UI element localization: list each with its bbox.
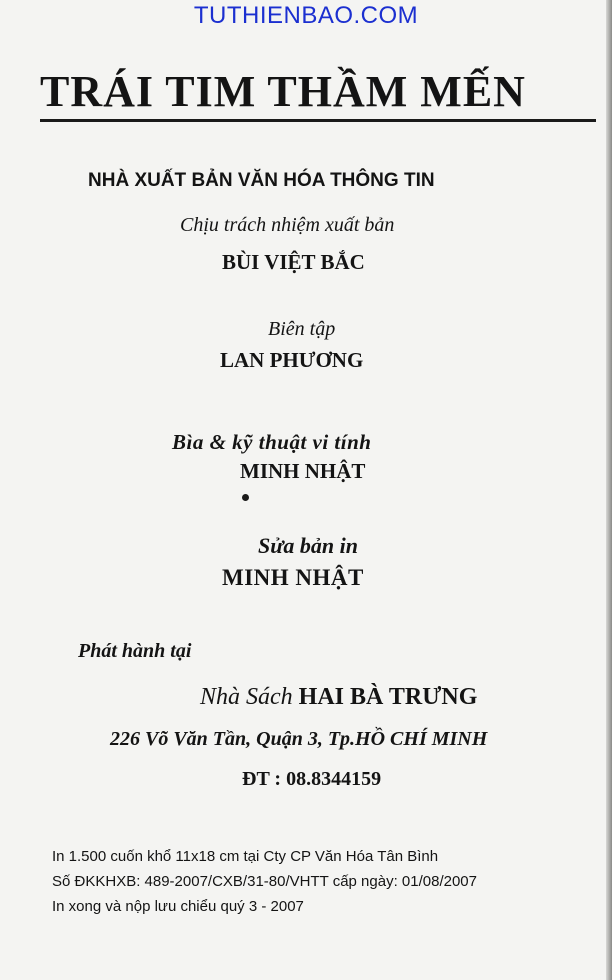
editor-label: Biên tập [268,318,336,340]
store-line [200,684,477,711]
responsible-label: Chịu trách nhiệm xuất bản [180,214,395,236]
distribution-label: Phát hành tại [78,640,192,662]
proof-name: MINH NHẬT [222,565,364,590]
book-title: TRÁI TIM THẦM MẾN [40,67,526,116]
store-name: HAI BÀ TRƯNG [298,684,478,710]
registration-line: Số ĐKKHXB: 489-2007/CXB/31-80/VHTT cấp ngày: 01/08/2007 [52,873,477,890]
print-run-line: In 1.500 cuốn khổ 11x18 cm tại Cty CP Văn Hóa Tân Bình [52,848,439,865]
page-edge-shadow [606,0,612,980]
proof-label: Sửa bản in [258,533,358,558]
store-address: 226 Võ Văn Tần, Quận 3, Tp.HỒ CHÍ MINH [110,728,488,750]
deposit-line: In xong và nộp lưu chiểu quý 3 - 2007 [52,898,304,915]
editor-name: LAN PHƯƠNG [220,348,364,372]
cover-label: Bìa & kỹ thuật vi tính [172,430,372,454]
store-phone: ĐT : 08.8344159 [242,768,382,790]
responsible-name: BÙI VIỆT BẮC [222,250,365,274]
bullet-mark [242,494,249,501]
store-prefix: Nhà Sách [200,684,293,710]
cover-name: MINH NHẬT [240,459,366,483]
watermark: TUTHIENBAO.COM [193,2,419,29]
publisher-name: NHÀ XUẤT BẢN VĂN HÓA THÔNG TIN [88,170,435,191]
title-divider [40,119,596,122]
